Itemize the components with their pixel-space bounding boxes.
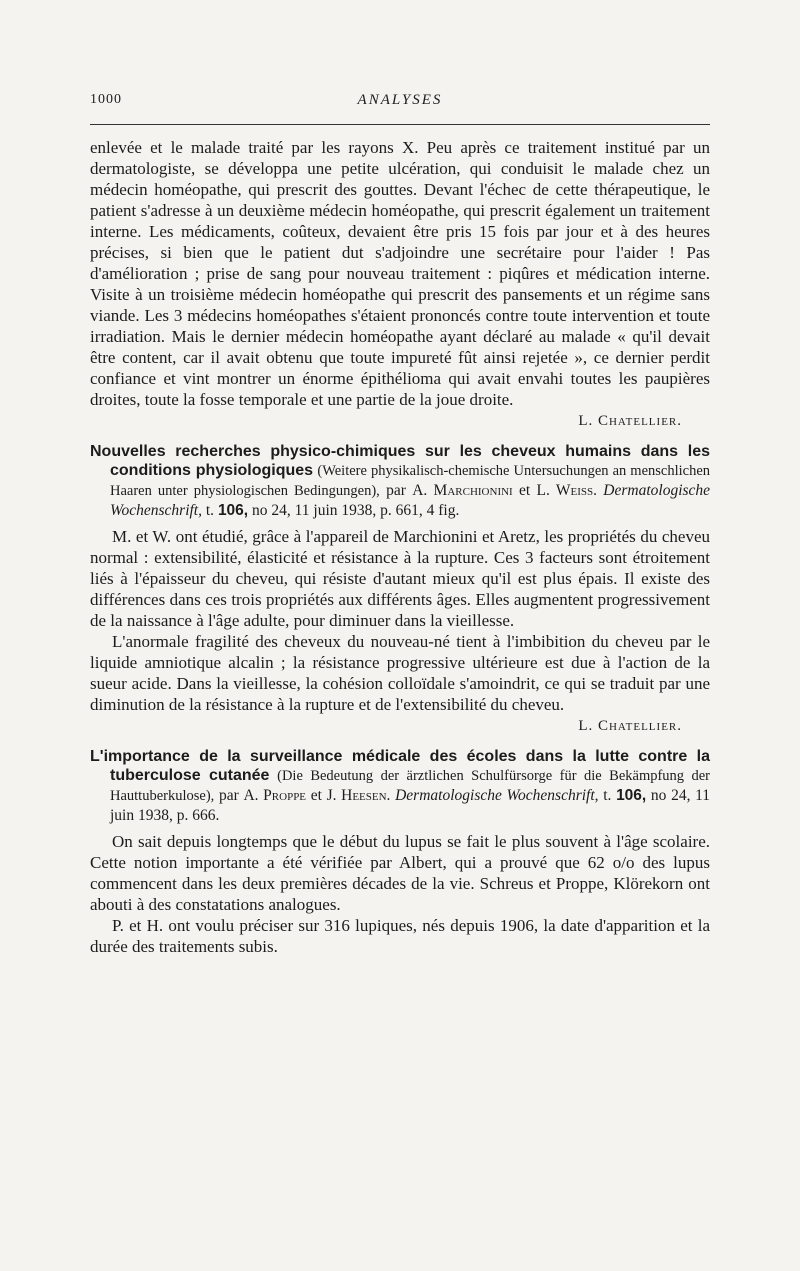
article2-volume: 106,	[217, 502, 249, 519]
article3-tome: t.	[603, 787, 612, 804]
article2-signature: L. Chatellier.	[578, 718, 682, 734]
article3-title: L'importance de la surveillance médicale des écoles dans la lutte contre la tuberculose cutanée	[90, 748, 710, 784]
article2-and: et	[519, 482, 531, 499]
article2-journal: Dermatologische Wochenschrift,	[110, 482, 711, 519]
header-rule	[90, 124, 710, 125]
article3-by: par	[218, 787, 239, 804]
article2-title: Nouvelles recherches physico-chimiques sur les cheveux humains dans les conditions physiologiques	[90, 443, 710, 479]
article2-author2: L. Weiss.	[536, 482, 597, 499]
article3-paragraph-2: P. et H. ont voulu préciser sur 316 lupiques, nés depuis 1906, la date d'apparition et la durée des traitements subis.	[90, 916, 710, 956]
page-header	[90, 92, 710, 118]
article3-author1: A. Proppe	[243, 787, 307, 804]
article3-heading	[90, 747, 710, 825]
article3-paragraph-1: On sait depuis longtemps que le début du lupus se fait le plus souvent à l'âge scolaire. Cette notion importante a été vérifiée par Albert, qui a prouvé que 62 o/o des lupus commencent dans les deux premières décades de la vie. Schreus et Proppe, Klörekorn ont abouti à des constatations analogues.	[90, 832, 710, 914]
article1-signature: L. Chatellier.	[578, 413, 682, 429]
article2-paragraph-1: M. et W. ont étudié, grâce à l'appareil de Marchionini et Aretz, les propriétés du cheveu normal : extensibilité, élasticité et résistance à la rupture. Ces 3 facteurs sont étroitement liés à l'épaisseur du cheveu, qui résiste d'autant mieux qu'il est plus épais. Il existe des différences dans ces trois propriétés aux différents âges. Elles augmentent progressivement de la naissance à l'âge adulte, pour diminuer dans la vieillesse.	[90, 527, 710, 630]
article2-by: par	[386, 482, 406, 499]
running-head: ANALYSES	[357, 92, 443, 108]
article3-and: et	[310, 787, 322, 804]
article3-journal: Dermatologische Wochenschrift,	[395, 787, 599, 804]
article2-issue-date: no 24, 11 juin 1938, p. 661, 4 fig.	[251, 502, 460, 519]
article1-body: enlevée et le malade traité par les rayons X. Peu après ce traitement institué par un dermatologiste, se développa une petite ulcération, qui conduisit le malade chez un médecin homéopathe, qui prescrit des gouttes. Devant l'échec de cette thérapeutique, le patient s'adresse à un deuxième médecin homéopathe, qui prescrit également un traitement interne. Les médicaments, coûteux, devaient être pris 15 fois par jour et à des heures précises, si bien que le patient dut s'adjoindre une secrétaire pour l'aider ! Pas d'amélioration ; prise de sang pour nouveau traitement : piqûres et médication interne. Visite à un troisième médecin homéopathe qui prescrit des pansements et un régime sans viande. Les 3 médecins homéopathes s'étaient prononcés contre toute intervention et toute irradiation. Mais le dernier médecin homéopathe ayant déclaré au malade « qu'il devait être content, car il avait obtenu que toute impureté fût ainsi rejetée », ce dernier perdit confiance et vint montrer un énorme épithélioma qui avait envahi toutes les paupières droites, toute la fosse temporale et une partie de la joue droite.	[90, 138, 710, 409]
article3-issue-date: no 24, 11 juin 1938, p. 666.	[110, 787, 711, 824]
article3-subtitle: (Die Bedeutung der ärztlichen Schulfürsorge für die Bekämpfung der Hauttuberkulose),	[110, 768, 711, 804]
article2-tome: t.	[205, 502, 215, 519]
page	[90, 92, 710, 957]
article2-author1: A. Marchionini	[412, 482, 513, 499]
article3-volume: 106,	[616, 787, 647, 804]
article3-author2: J. Heesen.	[326, 787, 391, 804]
article2-heading	[90, 442, 710, 520]
article2-paragraph-2: L'anormale fragilité des cheveux du nouveau-né tient à l'imbibition du cheveu par le liquide amniotique alcalin ; la résistance progressive ultérieure est due à l'action de la sueur acide. Dans la vieillesse, la cohésion colloïdale s'amoindrit, ce qui se traduit par une diminution de la résistance à la rupture et de l'extensibilité du cheveu.	[90, 632, 710, 714]
article2-subtitle: (Weitere physikalisch-chemische Untersuchungen an menschlichen Haaren unter physiologischen Bedingungen),	[110, 463, 711, 499]
page-number: 1000	[90, 92, 122, 107]
